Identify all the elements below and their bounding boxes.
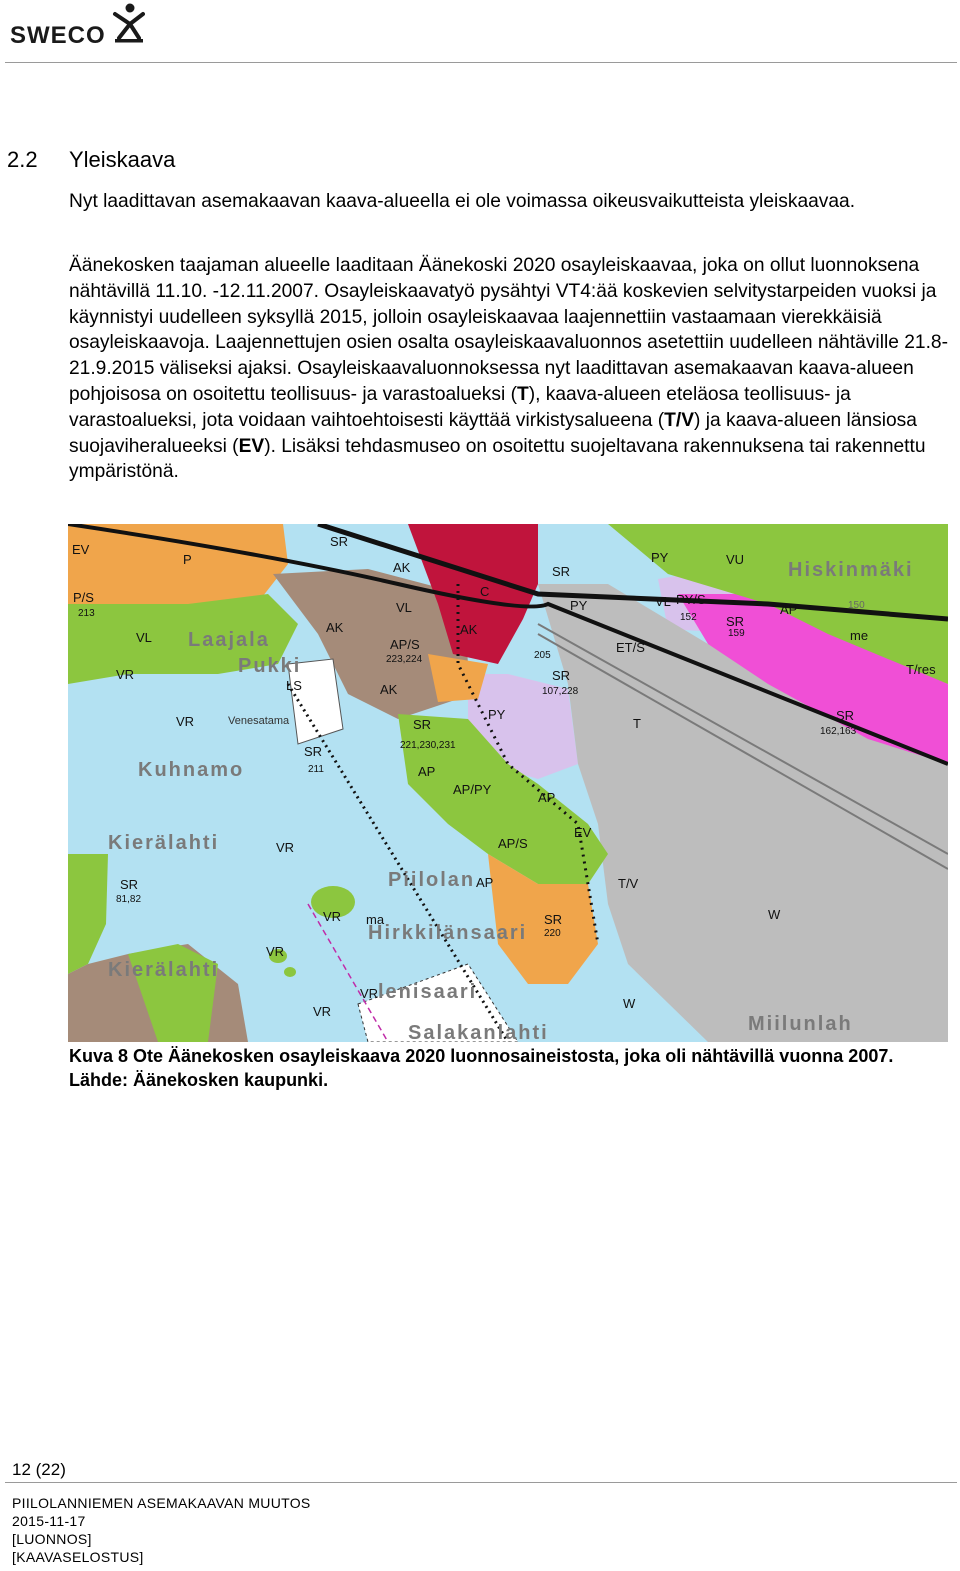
zone-label: VR [266, 944, 285, 959]
place-laajala: Laajala [188, 629, 270, 651]
zone-label: ET/S [616, 640, 645, 655]
zone-label: VL [396, 600, 412, 615]
zone-label: 211 [308, 764, 324, 775]
sweco-figure-icon [109, 2, 145, 44]
zone-label: PY [651, 550, 669, 565]
zone-code-tv: T/V [664, 409, 694, 431]
zone-label: W [623, 996, 636, 1011]
zone-label: AK [393, 560, 411, 575]
zone-label: VL [655, 594, 671, 609]
zone-label: AP [476, 875, 494, 890]
zone-label: 220 [544, 928, 561, 939]
zone-label: SR [304, 744, 323, 759]
zone-code-ev: EV [238, 435, 265, 457]
paragraph-text: ), kaava-alueen eteläosa teollisuus- ja varastoalueksi, jota voidaan vaihtoehtoisesti käyttää virkistysalueena ( [69, 383, 851, 431]
zone-label: me [850, 628, 869, 643]
footer-date: 2015-11-17 [12, 1513, 86, 1529]
zone-label: 162,163 [820, 726, 857, 737]
zone-label: ma [366, 912, 385, 927]
place-piilolan: Piilolan [388, 869, 476, 891]
footer-status: [LUONNOS] [12, 1531, 92, 1547]
paragraph-intro: Nyt laadittavan asemakaavan kaava-alueella ei ole voimassa oikeusvaikutteista yleiskaavaa. [69, 191, 856, 212]
zone-label: C [480, 584, 490, 599]
zone-label: VU [726, 552, 745, 567]
zone-label: 159 [728, 628, 745, 639]
zone-code-t: T [516, 383, 529, 405]
zone-label: T/res [906, 662, 936, 677]
zone-label: VR [276, 840, 295, 855]
zone-label: VR [176, 714, 195, 729]
page-number: 12 (22) [12, 1460, 66, 1479]
place-venesatama: Venesatama [228, 715, 290, 727]
zone-label: EV [72, 542, 90, 557]
zone-label: AP/S [390, 637, 420, 652]
zone-label: W [768, 907, 781, 922]
place-miilunlahti: Miilunlah [748, 1013, 853, 1035]
zone-label: VR [323, 909, 342, 924]
paragraph-text: ) ja kaava-alueen länsiosa suojaviheralueeksi ( [69, 409, 917, 457]
zone-label: AP [538, 790, 556, 805]
zone-label: 150 [848, 600, 865, 611]
place-hirkkilansaari: Hirkkilänsaari [368, 922, 528, 944]
zone-label: AP [780, 602, 798, 617]
zone-label: 81,82 [116, 894, 142, 905]
zone-label: AP/S [498, 836, 528, 851]
zone-label: 107,228 [542, 686, 579, 697]
place-kuhnamo: Kuhnamo [138, 759, 245, 781]
paragraph-text: ). Lisäksi tehdasmuseo on osoitettu suojeltavana rakennuksena tai rakennettu ympäristönä. [69, 435, 926, 483]
place-hiskinmaki: Hiskinmäki [788, 559, 914, 581]
figure-caption: Kuva 8 Ote Äänekosken osayleiskaava 2020 luonnosaineistosta, joka oli nähtävillä vuonna 2007. Lähde: Äänekosken kaupunki. [69, 1046, 894, 1090]
zone-label: 223,224 [386, 654, 423, 665]
zone-label: SR [726, 614, 745, 629]
map-image [68, 524, 948, 1042]
footer-doc-type: [KAAVASELOSTUS] [12, 1549, 144, 1565]
footer-project: PIILOLANNIEMEN ASEMAKAAVAN MUUTOS [12, 1495, 311, 1511]
place-pukkila: Pukki [238, 655, 302, 677]
zone-label: EV [574, 825, 592, 840]
zone-label: PY/S [676, 592, 706, 607]
zone-label: SR [552, 564, 571, 579]
header-divider [5, 62, 957, 63]
zone-label: SR [544, 912, 563, 927]
zone-label: VR [313, 1004, 332, 1019]
zone-label: P [183, 552, 192, 567]
zone-label: 205 [534, 650, 551, 661]
zone-label: SR [552, 668, 571, 683]
zone-label: SR [330, 534, 349, 549]
zone-label: AK [380, 682, 398, 697]
zone-label: P/S [73, 590, 94, 605]
zone-label: VL [136, 630, 152, 645]
zone-label: T/V [618, 876, 639, 891]
zone-label: AP [418, 764, 436, 779]
zone-label: T [633, 716, 641, 731]
zone-label: SR [836, 708, 855, 723]
zone-label: 221,230,231 [400, 740, 456, 751]
zone-label: VR [360, 986, 379, 1001]
section-title: Yleiskaava [69, 147, 176, 172]
section-heading [7, 147, 175, 173]
zone-label: VR [116, 667, 135, 682]
paragraph-general-plan [69, 253, 954, 485]
zone-label: SR [120, 877, 139, 892]
zone-label: LS [286, 678, 302, 693]
place-lenisaari: lenisaari [378, 981, 478, 1003]
zone-label: 213 [78, 608, 95, 619]
zone-label: PY [570, 598, 588, 613]
place-kieralahti-2: Kierälahti [108, 959, 220, 981]
paragraph-text: Äänekosken taajaman alueelle laaditaan Äänekoski 2020 osayleiskaavaa, joka on ollut luonnoksena nähtävillä 11.10. -12.11.2007. Osayleiskaavatyö pysähtyi VT4:ää koskevien selvitystarpeiden vuoksi ja käynnistyi uudelleen syksyllä 2015, jolloin osayleiskaavaa laajennettiin vastaamaan vierekkäisiä osayleiskaavoja. Laajennettujen osien osalta osayleiskaavaluonnos asetettiin uudelleen nähtäville 21.8-21.9.2015 väliseksi ajaksi. Osayleiskaavaluonnoksessa nyt laadittavan asemakaavan kaava-alueen pohjoisosa on osoitettu teollisuus- ja varastoalueksi ( [69, 255, 948, 405]
zone-label: SR [413, 717, 432, 732]
zone-label: PY [488, 707, 506, 722]
general-plan-map [68, 524, 948, 1042]
zone-label: AP/PY [453, 782, 492, 797]
island-vr-tiny [284, 967, 296, 977]
place-salakanlahti: Salakanlahti [408, 1022, 549, 1042]
footer [12, 1494, 311, 1566]
place-kieralahti-1: Kierälahti [108, 832, 220, 854]
zone-label: 152 [680, 612, 697, 623]
footer-divider [5, 1482, 957, 1483]
logo-text: SWECO [10, 22, 106, 49]
zone-label: AK [326, 620, 344, 635]
zone-label: AK [460, 622, 478, 637]
section-number: 2.2 [7, 147, 38, 172]
